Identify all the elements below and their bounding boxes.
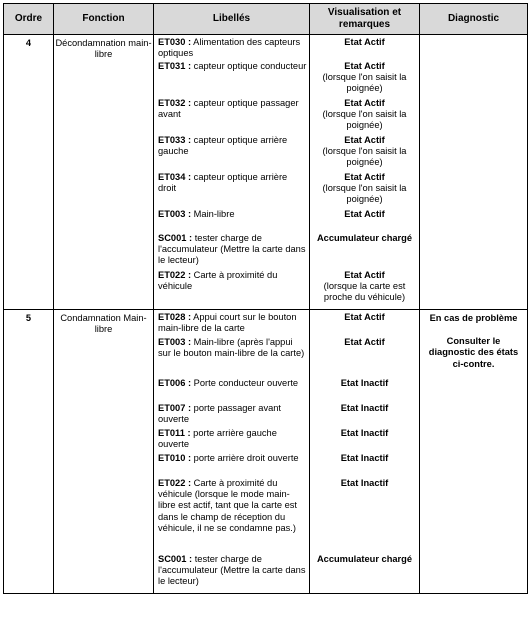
libelle-code: ET003 : — [158, 209, 192, 219]
libelle-text: Carte à proximité du véhicule — [158, 270, 278, 292]
diagnostic-spacer — [423, 324, 524, 336]
visualisation-entry — [312, 233, 417, 270]
visualisation-entry — [312, 172, 417, 209]
libelle-entry — [158, 98, 307, 135]
libelle-code: ET028 : — [158, 312, 192, 322]
status-text: Accumulateur chargé — [316, 233, 413, 243]
table-row — [4, 35, 528, 310]
libelle-entry — [158, 233, 307, 270]
libelle-code: ET031 : — [158, 61, 192, 71]
visualisation-entry — [312, 337, 417, 378]
libelle-entry — [158, 378, 307, 403]
libelle-code: ET007 : — [158, 403, 192, 413]
status-text: Etat Actif — [344, 172, 385, 182]
status-text: Etat Actif — [344, 135, 385, 145]
libelle-entry — [158, 453, 307, 478]
visualisation-entry — [312, 98, 417, 135]
libelle-text: Main-libre — [193, 209, 235, 219]
header-visualisation: Visualisation et remarques — [310, 4, 420, 35]
libelle-text: Alimentation des capteurs optiques — [158, 37, 301, 59]
ordre-cell: 4 — [4, 35, 54, 310]
libelle-code: ET003 : — [158, 337, 192, 347]
status-text: Etat Actif — [344, 98, 385, 108]
libelle-entry — [158, 403, 307, 428]
libelle-entry — [158, 61, 307, 98]
header-row — [4, 4, 528, 35]
libelle-code: ET032 : — [158, 98, 192, 108]
libelle-text: capteur optique passager avant — [158, 98, 299, 120]
fonction-cell: Condamnation Main-libre — [54, 310, 154, 594]
libelle-code: ET010 : — [158, 453, 192, 463]
diagnostic-heading: En cas de problème — [429, 313, 518, 323]
libelle-code: ET006 : — [158, 378, 192, 388]
libelle-code: ET034 : — [158, 172, 192, 182]
libelle-text: tester charge de l'accumulateur (Mettre la carte dans le lecteur) — [158, 233, 306, 266]
libelles-cell — [154, 310, 310, 594]
visualisation-entry — [312, 554, 417, 591]
libelle-entry — [158, 37, 307, 61]
libelle-entry — [158, 312, 307, 337]
libelles-cell — [154, 35, 310, 310]
libelle-text: Main-libre (après l'appui sur le bouton main-libre de la carte) — [158, 337, 305, 359]
libelle-entry — [158, 209, 307, 233]
header-diagnostic: Diagnostic — [420, 4, 528, 35]
status-text: Etat Actif — [344, 209, 385, 219]
libelle-text: porte arrière droit ouverte — [193, 453, 299, 463]
libelle-code: ET030 : — [158, 37, 192, 47]
diagnostic-cell — [420, 310, 528, 594]
libelle-code: ET022 : — [158, 270, 192, 280]
fonction-cell: Décondamnation main-libre — [54, 35, 154, 310]
remark-text: (lorsque la carte est proche du véhicule) — [323, 281, 406, 303]
libelle-code: SC001 : — [158, 233, 193, 243]
visualisation-cell — [310, 35, 420, 310]
remark-text: (lorsque l'on saisit la poignée) — [322, 109, 407, 131]
libelle-text: tester charge de l'accumulateur (Mettre la carte dans le lecteur) — [158, 554, 306, 587]
remark-text: (lorsque l'on saisit la poignée) — [322, 72, 407, 94]
libelle-text: Appui court sur le bouton main-libre de la carte — [158, 312, 297, 334]
libelle-entry — [158, 135, 307, 172]
status-text: Etat Actif — [344, 270, 385, 280]
visualisation-entry — [312, 453, 417, 478]
status-text: Etat Inactif — [340, 378, 389, 388]
libelle-code: ET033 : — [158, 135, 192, 145]
header-fonction: Fonction — [54, 4, 154, 35]
libelle-text: porte arrière gauche ouverte — [158, 428, 277, 450]
libelle-entry — [158, 172, 307, 209]
status-text: Etat Actif — [344, 37, 385, 47]
diagnostic-cell — [420, 35, 528, 310]
status-text: Etat Actif — [344, 312, 385, 322]
visualisation-entry — [312, 312, 417, 337]
libelle-code: SC001 : — [158, 554, 193, 564]
table-row — [4, 310, 528, 594]
visualisation-entry — [312, 478, 417, 554]
status-text: Etat Inactif — [340, 403, 389, 413]
ordre-cell: 5 — [4, 310, 54, 594]
visualisation-entry — [312, 428, 417, 453]
visualisation-cell — [310, 310, 420, 594]
libelle-text: capteur optique arrière gauche — [158, 135, 288, 157]
libelle-text: porte passager avant ouverte — [158, 403, 282, 425]
libelle-entry — [158, 270, 307, 307]
visualisation-entry — [312, 61, 417, 98]
header-ordre: Ordre — [4, 4, 54, 35]
status-text: Etat Actif — [344, 61, 385, 71]
visualisation-entry — [312, 37, 417, 61]
libelle-text: Porte conducteur ouverte — [193, 378, 299, 388]
diagnostic-table — [3, 3, 528, 594]
libelle-text: Carte à proximité du véhicule (lorsque le mode main-libre est actif, tant que la carte est dans le champ de réception du véhicule, il ne se condamne pas.) — [158, 478, 298, 533]
libelle-entry — [158, 428, 307, 453]
status-text: Etat Inactif — [340, 478, 389, 488]
libelle-entry — [158, 337, 307, 378]
visualisation-entry — [312, 135, 417, 172]
visualisation-entry — [312, 403, 417, 428]
remark-text: (lorsque l'on saisit la poignée) — [322, 183, 407, 205]
libelle-text: capteur optique arrière droit — [158, 172, 288, 194]
diagnostic-advice: Consulter le diagnostic des états ci-contre. — [428, 336, 519, 369]
status-text: Etat Actif — [344, 337, 385, 347]
remark-text: (lorsque l'on saisit la poignée) — [322, 146, 407, 168]
visualisation-entry — [312, 270, 417, 307]
libelle-entry — [158, 478, 307, 554]
visualisation-entry — [312, 209, 417, 233]
libelle-text: capteur optique conducteur — [193, 61, 307, 71]
header-libelles: Libellés — [154, 4, 310, 35]
status-text: Etat Inactif — [340, 428, 389, 438]
status-text: Etat Inactif — [340, 453, 389, 463]
libelle-entry — [158, 554, 307, 591]
libelle-code: ET011 : — [158, 428, 191, 438]
visualisation-entry — [312, 378, 417, 403]
libelle-code: ET022 : — [158, 478, 192, 488]
status-text: Accumulateur chargé — [316, 554, 413, 564]
